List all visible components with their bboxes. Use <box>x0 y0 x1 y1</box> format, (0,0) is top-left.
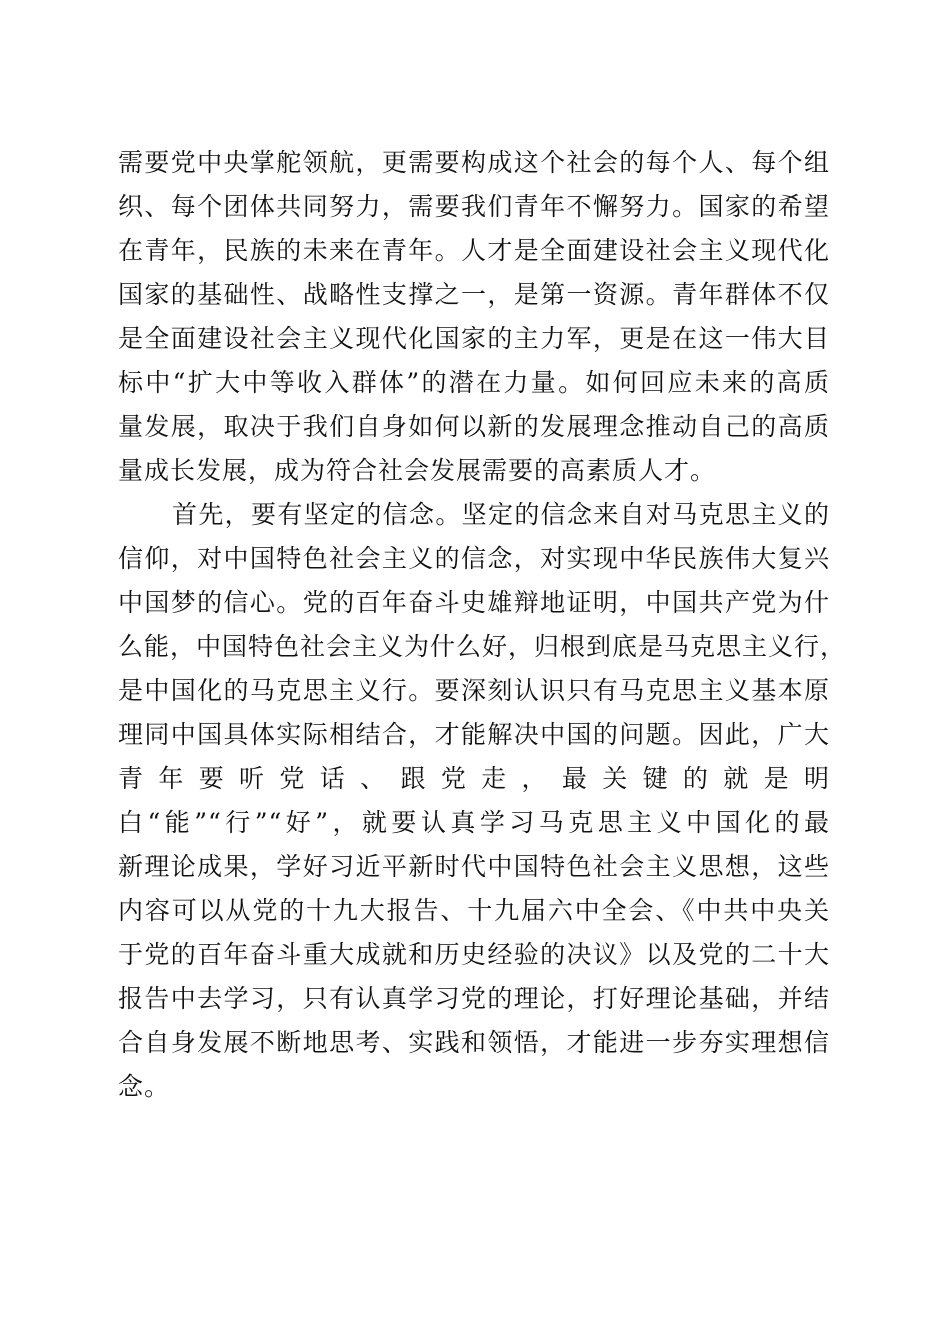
text-line: 在青年，民族的未来在青年。人才是全面建设社会主义现代化 <box>118 236 830 265</box>
text-line: 是中国化的马克思主义行。要深刻认识只有马克思主义基本原 <box>118 676 830 705</box>
text-line: 国家的基础性、战略性支撑之一，是第一资源。青年群体不仅 <box>118 280 830 309</box>
text-line: 么能，中国特色社会主义为什么好，归根到底是马克思主义行， <box>118 632 847 661</box>
text-line: 念。 <box>118 1072 171 1101</box>
text-line: 中国梦的信心。党的百年奋斗史雄辩地证明，中国共产党为什 <box>118 588 830 617</box>
text-line: 量发展，取决于我们自身如何以新的发展理念推动自己的高质 <box>118 412 830 441</box>
text-line: 是全面建设社会主义现代化国家的主力军，更是在这一伟大目 <box>118 324 830 353</box>
text-line: 青年要听党话、跟党走，最关键的就是明 <box>118 764 830 793</box>
text-line: 于党的百年奋斗重大成就和历史经验的决议》以及党的二十大 <box>118 940 830 969</box>
text-line: 量成长发展，成为符合社会发展需要的高素质人才。 <box>118 456 717 485</box>
text-line: 报告中去学习，只有认真学习党的理论，打好理论基础，并结 <box>118 984 830 1013</box>
paragraph-1 <box>118 141 830 493</box>
paragraph-2 <box>118 493 847 1109</box>
text-line: 信仰，对中国特色社会主义的信念，对实现中华民族伟大复兴 <box>118 544 830 573</box>
document-page <box>118 141 847 1109</box>
text-line: 合自身发展不断地思考、实践和领悟，才能进一步夯实理想信 <box>118 1028 830 1057</box>
text-line: 需要党中央掌舵领航，更需要构成这个社会的每个人、每个组 <box>118 148 830 177</box>
text-line: 新理论成果，学好习近平新时代中国特色社会主义思想，这些 <box>118 852 830 881</box>
text-line: 首先，要有坚定的信念。坚定的信念来自对马克思主义的 <box>172 500 830 529</box>
text-line: 织、每个团体共同努力，需要我们青年不懈努力。国家的希望 <box>118 192 830 221</box>
text-line: 理同中国具体实际相结合，才能解决中国的问题。因此，广大 <box>118 720 830 749</box>
text-line: 标中“扩大中等收入群体”的潜在力量。如何回应未来的高质 <box>118 368 830 397</box>
text-line: 内容可以从党的十九大报告、十九届六中全会、《中共中央关 <box>118 896 830 925</box>
text-line: 白“能”“行”“好”，就要认真学习马克思主义中国化的最 <box>118 808 830 837</box>
